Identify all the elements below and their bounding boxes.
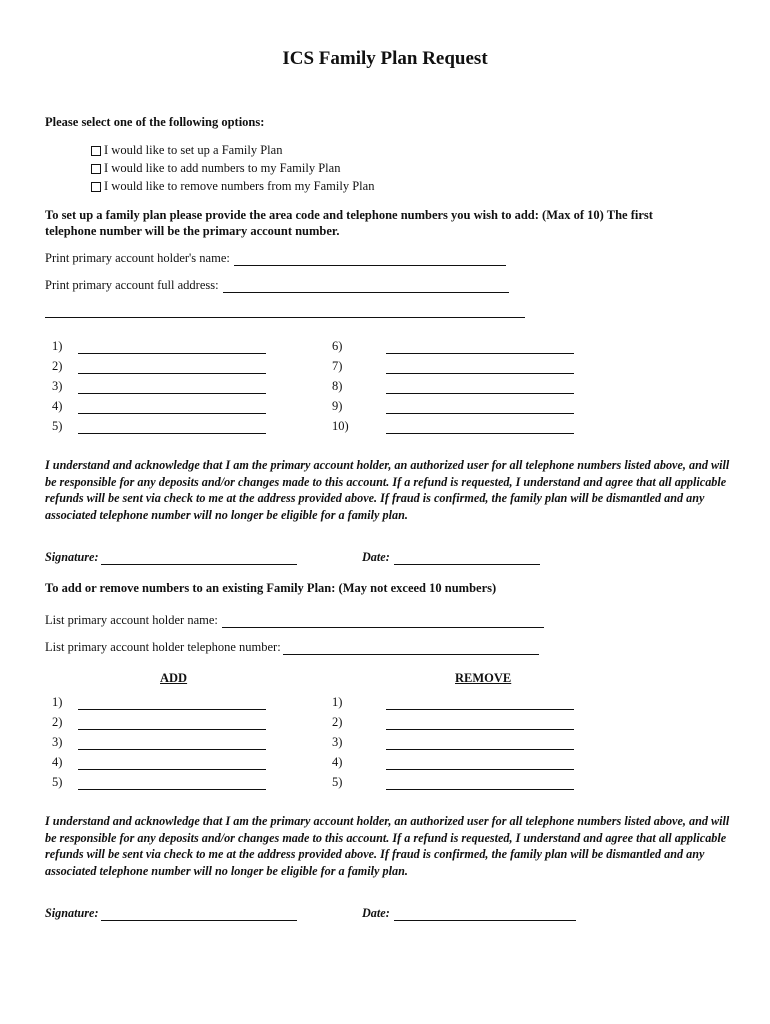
number-label: 4) <box>332 755 343 769</box>
phone-field[interactable] <box>386 423 574 434</box>
date-field[interactable] <box>394 910 576 921</box>
phone-field[interactable] <box>386 739 574 750</box>
remove-numbers <box>332 690 574 790</box>
select-prompt: Please select one of the following options: <box>45 115 265 129</box>
number-label: 7) <box>332 359 343 373</box>
number-row <box>52 750 266 770</box>
phone-field[interactable] <box>386 719 574 730</box>
number-row <box>52 770 266 790</box>
list-name-row <box>45 613 544 628</box>
number-label: 3) <box>332 735 343 749</box>
number-label: 2) <box>52 359 63 373</box>
option-label: I would like to remove numbers from my Family Plan <box>104 179 375 193</box>
number-label: 2) <box>52 715 63 729</box>
date-field[interactable] <box>394 554 540 565</box>
phone-field[interactable] <box>386 363 574 374</box>
primary-name-row <box>45 251 506 266</box>
phone-field[interactable] <box>386 343 574 354</box>
number-label: 5) <box>332 775 343 789</box>
checkbox[interactable] <box>91 146 101 156</box>
signature-row <box>45 550 297 565</box>
number-label: 9) <box>332 399 343 413</box>
phone-field[interactable] <box>78 699 266 710</box>
number-row <box>332 730 574 750</box>
list-phone-row <box>45 640 539 655</box>
number-label: 4) <box>52 755 63 769</box>
primary-name-label: Print primary account holder's name: <box>45 251 230 265</box>
add-numbers <box>52 690 266 790</box>
phone-field[interactable] <box>386 383 574 394</box>
number-row <box>332 394 574 414</box>
number-row <box>52 730 266 750</box>
number-label: 6) <box>332 339 343 353</box>
option-label: I would like to add numbers to my Family Plan <box>104 161 341 175</box>
setup-numbers-left <box>52 334 266 434</box>
number-row <box>332 354 574 374</box>
setup-instructions-line2: telephone number will be the primary account number. <box>45 224 340 238</box>
primary-address-row <box>45 278 509 293</box>
number-row <box>332 690 574 710</box>
phone-field[interactable] <box>386 403 574 414</box>
phone-field[interactable] <box>78 363 266 374</box>
acknowledgement-paragraph-2: I understand and acknowledge that I am the primary account holder, an authorized user for all telephone numbers listed above, and will be responsible for any deposits and/or changes made to this account. If a refund is requested, I understand and agree that all applicable refunds will be sent via check to me at the address provided above. If fraud is confirmed, the family plan will be dismantled and any associated telephone number will no longer be eligible for a family plan. <box>45 814 730 878</box>
number-row <box>332 770 574 790</box>
signature-row-2 <box>45 906 297 921</box>
number-label: 2) <box>332 715 343 729</box>
number-row <box>52 374 266 394</box>
number-row <box>332 750 574 770</box>
number-row <box>332 710 574 730</box>
list-name-label: List primary account holder name: <box>45 613 218 627</box>
phone-field[interactable] <box>78 779 266 790</box>
number-row <box>52 334 266 354</box>
phone-field[interactable] <box>78 383 266 394</box>
number-row <box>52 710 266 730</box>
option-add[interactable] <box>91 161 340 176</box>
phone-field[interactable] <box>78 343 266 354</box>
primary-address-label: Print primary account full address: <box>45 278 219 292</box>
phone-field[interactable] <box>78 403 266 414</box>
signature-field[interactable] <box>101 910 297 921</box>
signature-field[interactable] <box>101 554 297 565</box>
phone-field[interactable] <box>78 719 266 730</box>
number-row <box>52 690 266 710</box>
page-title: ICS Family Plan Request <box>282 48 488 69</box>
number-label: 5) <box>52 419 63 433</box>
option-setup[interactable] <box>91 143 282 158</box>
list-name-field[interactable] <box>222 617 544 628</box>
primary-address-field[interactable] <box>223 282 509 293</box>
remove-heading: REMOVE <box>455 671 512 685</box>
date-row <box>362 550 540 565</box>
list-phone-field[interactable] <box>283 644 539 655</box>
phone-field[interactable] <box>78 423 266 434</box>
phone-field[interactable] <box>78 759 266 770</box>
setup-numbers-right <box>332 334 574 434</box>
phone-field[interactable] <box>386 699 574 710</box>
number-row <box>332 334 574 354</box>
setup-instructions-line1: To set up a family plan please provide the area code and telephone numbers you wish to add: (Max of 10) The first <box>45 208 653 222</box>
phone-field[interactable] <box>386 759 574 770</box>
number-row <box>52 414 266 434</box>
number-label: 8) <box>332 379 343 393</box>
date-label: Date: <box>362 550 390 564</box>
number-row <box>332 374 574 394</box>
number-label: 1) <box>52 695 63 709</box>
date-label: Date: <box>362 906 390 920</box>
add-heading: ADD <box>160 671 188 685</box>
primary-name-field[interactable] <box>234 255 506 266</box>
list-phone-label: List primary account holder telephone number: <box>45 640 281 654</box>
number-label: 3) <box>52 735 63 749</box>
phone-field[interactable] <box>78 739 266 750</box>
checkbox[interactable] <box>91 182 101 192</box>
number-label: 10) <box>332 419 349 433</box>
date-row-2 <box>362 906 576 921</box>
number-label: 1) <box>332 695 343 709</box>
number-label: 1) <box>52 339 63 353</box>
add-remove-heading: To add or remove numbers to an existing Family Plan: (May not exceed 10 numbers) <box>45 581 497 595</box>
number-label: 5) <box>52 775 63 789</box>
address-line-2[interactable] <box>45 305 525 323</box>
signature-label: Signature: <box>45 906 99 920</box>
phone-field[interactable] <box>386 779 574 790</box>
signature-label: Signature: <box>45 550 99 564</box>
number-row <box>52 394 266 414</box>
number-label: 4) <box>52 399 63 413</box>
number-label: 3) <box>52 379 63 393</box>
number-row <box>332 414 574 434</box>
acknowledgement-paragraph: I understand and acknowledge that I am the primary account holder, an authorized user for all telephone numbers listed above, and will be responsible for any deposits and/or changes made to this account. If a refund is requested, I understand and agree that all applicable refunds will be sent via check to me at the address provided above. If fraud is confirmed, the family plan will be dismantled and any associated telephone number will no longer be eligible for a family plan. <box>45 458 730 522</box>
number-row <box>52 354 266 374</box>
checkbox[interactable] <box>91 164 101 174</box>
option-remove[interactable] <box>91 179 374 194</box>
option-label: I would like to set up a Family Plan <box>104 143 283 157</box>
